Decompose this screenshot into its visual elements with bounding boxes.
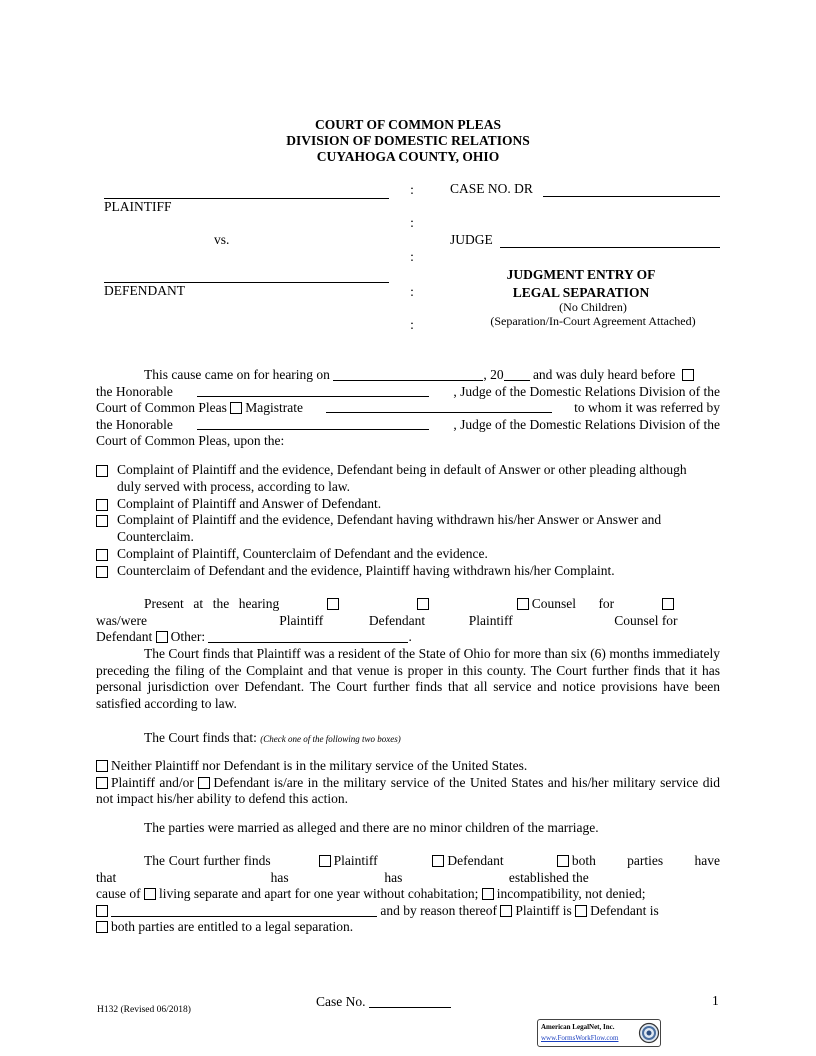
judge-division-text: , Judge of the Domestic Relations Division of the — [453, 383, 720, 399]
option-default-text: Complaint of Plaintiff and the evidence, Defendant being in default of Answer or other pleading although duly served with process, according to law. — [117, 462, 687, 494]
present-defendant-word: Defendant — [96, 629, 153, 645]
present-other-field[interactable] — [208, 630, 408, 643]
option-counterclaim-text: Complaint of Plaintiff, Counterclaim of Defendant and the evidence. — [117, 546, 488, 561]
referring-judge-field[interactable] — [197, 417, 429, 430]
subtitle-agreement: (Separation/In-Court Agreement Attached) — [490, 314, 696, 328]
title-line-1: JUDGMENT ENTRY OF — [506, 267, 656, 282]
judge-name-field[interactable] — [500, 247, 720, 248]
finds-that-text: The Court finds that: — [144, 730, 257, 745]
logo-url: www.FormsWorkFlow.com — [541, 1034, 619, 1042]
option-withdrawn-answer-text: Complaint of Plaintiff and the evidence, Defendant having withdrawn his/her Answer or Answer and Counterclaim. — [117, 512, 662, 544]
by-reason-text: and by reason thereof — [377, 902, 497, 918]
option-withdrawn-complaint-checkbox[interactable] — [96, 566, 108, 578]
military-plaintiff-checkbox[interactable] — [96, 777, 108, 789]
county-name: CUYAHOGA COUNTY, OHIO — [316, 149, 500, 164]
present-counsel-plaintiff-checkbox[interactable] — [517, 598, 529, 610]
judge-division-text-2: , Judge of the Domestic Relations Division of the — [453, 416, 720, 432]
hearing-intro: This cause came on for hearing on — [144, 367, 330, 382]
present-other-label: Other: — [170, 629, 206, 645]
upon-text: Court of Common Pleas, upon the: — [96, 433, 285, 449]
judge-checkbox[interactable] — [682, 369, 694, 381]
defendant-label: DEFENDANT — [104, 283, 185, 298]
military-section — [96, 758, 720, 808]
document-subtitle — [440, 300, 746, 328]
title-line-2: LEGAL SEPARATION — [512, 285, 650, 300]
form-id: H132 (Revised 06/2018) — [97, 1005, 191, 1015]
present-plaintiff-label: Plaintiff — [279, 612, 324, 628]
entitled-defendant-label: Defendant is — [590, 902, 659, 918]
military-service-text: Defendant is/are in the military service of the United States and his/her military service did not impact his/her ability to defend this action. — [96, 774, 720, 807]
publisher-logo — [537, 1019, 661, 1047]
present-counsel-defendant-label: Counsel for — [614, 612, 678, 628]
judge-label: JUDGE — [450, 232, 493, 247]
caption-colon: : — [410, 249, 414, 264]
entitled-plaintiff-label: Plaintiff is — [515, 902, 572, 918]
option-counterclaim-checkbox[interactable] — [96, 549, 108, 561]
magistrate-label: Magistrate — [245, 400, 303, 416]
court-name: COURT OF COMMON PLEAS — [315, 117, 501, 132]
military-neither-checkbox[interactable] — [96, 760, 108, 772]
military-plaintiff-label: Plaintiff and/or — [111, 774, 194, 790]
plaintiff-label: PLAINTIFF — [104, 199, 172, 214]
subtitle-no-children: (No Children) — [559, 300, 627, 314]
hearing-year-field[interactable] — [504, 368, 530, 381]
versus-label: vs. — [214, 232, 230, 247]
court-text: Court of Common Pleas — [96, 400, 227, 416]
entitled-both-checkbox[interactable] — [96, 921, 108, 933]
option-withdrawn-answer-checkbox[interactable] — [96, 515, 108, 527]
caption-colon: : — [410, 182, 414, 197]
option-default — [96, 462, 720, 496]
marriage-finding: The parties were married as alleged and there are no minor children of the marriage. — [144, 820, 599, 835]
incompatibility-checkbox[interactable] — [482, 888, 494, 900]
grounds-plaintiff-label: Plaintiff has — [270, 853, 378, 885]
living-apart-label: living separate and apart for one year without cohabitation; — [158, 886, 479, 902]
residence-finding: The Court finds that Plaintiff was a resident of the State of Ohio for more than six (6) months immediately preceding the filing of the Complaint and that venue is proper in this county. The Court further finds that it has personal jurisdiction over Defendant. The Court further finds that all service and notice provisions have been satisfied according to law. — [96, 646, 720, 711]
present-plaintiff-checkbox[interactable] — [327, 598, 339, 610]
heard-before-text: and was duly heard before — [529, 367, 676, 382]
case-number-field[interactable] — [543, 196, 720, 197]
option-withdrawn-complaint-text: Counterclaim of Defendant and the evidence, Plaintiff having withdrawn his/her Complaint. — [117, 563, 615, 578]
present-paragraph: Present at the hearing was/were Plaintiff Defendant Counsel for Plaintiff Counsel for Defendant Other: . — [96, 596, 678, 645]
other-cause-checkbox[interactable] — [96, 905, 108, 917]
military-neither-text: Neither Plaintiff nor Defendant is in the military service of the United States. — [111, 758, 528, 773]
other-cause-field[interactable] — [111, 904, 377, 917]
footer-case-number — [316, 994, 451, 1010]
option-default-checkbox[interactable] — [96, 465, 108, 477]
division-name: DIVISION OF DOMESTIC RELATIONS — [286, 133, 530, 148]
caption-colon: : — [410, 284, 414, 299]
finds-that-line — [96, 730, 720, 748]
caption-colon: : — [410, 215, 414, 230]
globe-icon — [638, 1022, 660, 1044]
magistrate-name-field[interactable] — [326, 400, 552, 413]
present-defendant-checkbox[interactable] — [417, 598, 429, 610]
living-apart-checkbox[interactable] — [144, 888, 156, 900]
grounds-both-checkbox[interactable] — [557, 855, 569, 867]
honorable-label-2: the Honorable — [96, 416, 173, 432]
grounds-defendant-label: Defendant has — [384, 853, 504, 885]
further-finds-text: The Court further finds that — [96, 853, 271, 885]
honorable-label: the Honorable — [96, 383, 173, 399]
incompatibility-label: incompatibility, not denied; — [496, 886, 646, 902]
present-defendant-label: Defendant — [368, 612, 426, 628]
present-counsel-plaintiff-label: Counsel for Plaintiff — [468, 596, 615, 628]
military-defendant-checkbox[interactable] — [198, 777, 210, 789]
option-answer-text: Complaint of Plaintiff and Answer of Defendant. — [117, 496, 382, 511]
grounds-plaintiff-checkbox[interactable] — [319, 855, 331, 867]
option-withdrawn-answer — [96, 512, 720, 546]
page-number: 1 — [712, 993, 719, 1008]
present-intro: Present at the hearing was/were — [96, 596, 280, 628]
referred-text: to whom it was referred by — [574, 400, 720, 416]
year-prefix: , 20 — [483, 367, 504, 382]
present-other-checkbox[interactable] — [156, 631, 168, 643]
option-answer-checkbox[interactable] — [96, 499, 108, 511]
entitled-plaintiff-checkbox[interactable] — [500, 905, 512, 917]
grounds-both-label: both parties have established the — [508, 853, 720, 885]
finds-that-instruction: (Check one of the following two boxes) — [260, 734, 401, 744]
present-counsel-defendant-checkbox[interactable] — [662, 598, 674, 610]
footer-case-field[interactable] — [369, 995, 451, 1008]
cause-of-text: cause of — [96, 886, 141, 902]
hearing-date-field[interactable] — [333, 368, 483, 381]
hearing-paragraph — [96, 367, 720, 450]
entitled-both-label: both parties are entitled to a legal separation. — [111, 919, 354, 935]
footer-case-label: Case No. — [316, 994, 366, 1009]
grounds-defendant-checkbox[interactable] — [432, 855, 444, 867]
document-title — [440, 266, 722, 302]
grounds-paragraph — [96, 853, 720, 936]
logo-company: American LegalNet, Inc. — [541, 1023, 615, 1031]
caption-colon: : — [410, 317, 414, 332]
entitled-defendant-checkbox[interactable] — [575, 905, 587, 917]
judge-honorable-field[interactable] — [197, 384, 429, 397]
case-number-label: CASE NO. DR — [450, 181, 533, 196]
magistrate-checkbox[interactable] — [230, 402, 242, 414]
